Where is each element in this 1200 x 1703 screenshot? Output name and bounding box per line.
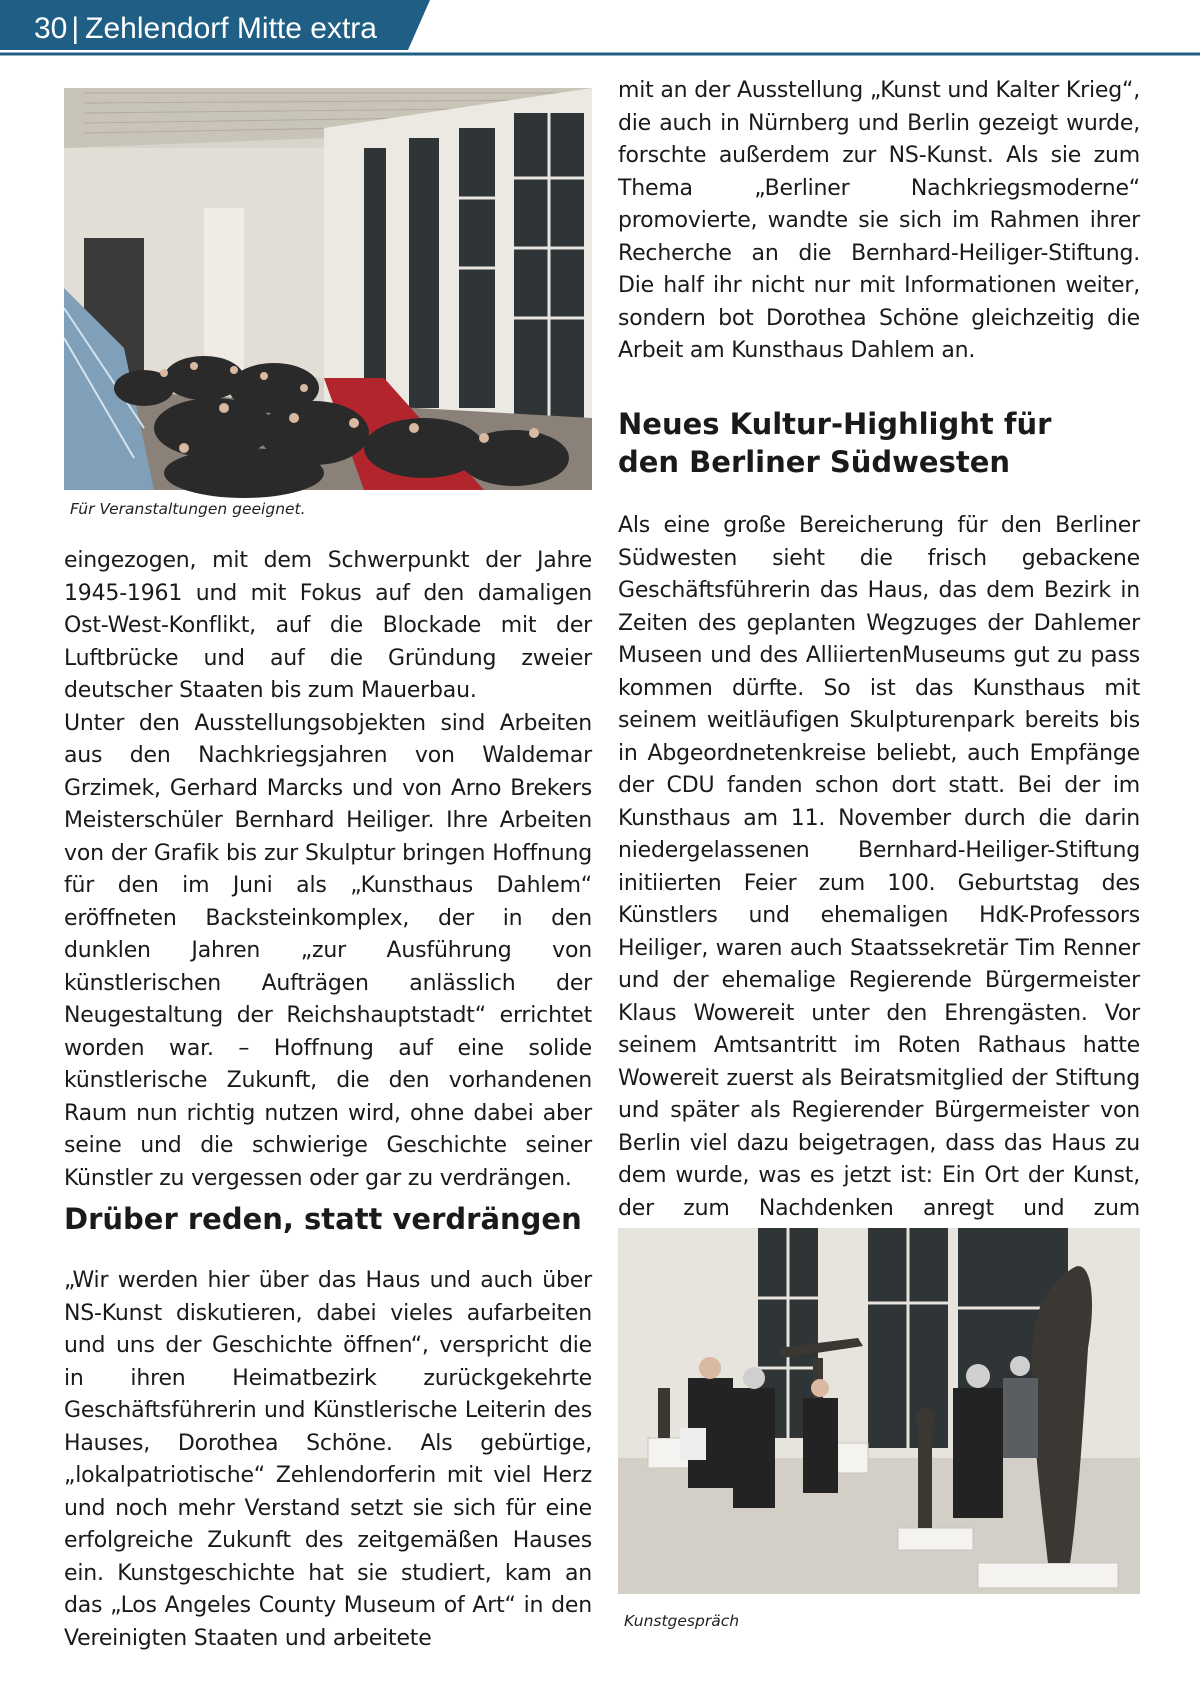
right-heading-line-1: Neues Kultur-Highlight für: [618, 407, 1052, 441]
section-title: Zehlendorf Mitte extra: [85, 12, 377, 45]
left-column-continued: [64, 1265, 592, 1655]
left-column: [64, 545, 592, 1195]
page-header: [0, 0, 1200, 60]
header-separator: |: [71, 12, 80, 45]
left-heading: Drüber reden, statt verdrängen: [64, 1202, 582, 1236]
right-paragraph-2: Als eine große Bereicherung für den Berliner Südwesten sieht die frisch gebackene Geschäftsführerin das Haus, das dem Bezirk in Zeiten des geplanten Wegzuges der Dahlemer Museen und des AlliiertenMuseums gut zu pass kommen dürfte. So ist das Kunsthaus mit seinem weitläufigen Skulpturenpark bereits bis in Abgeordnetenkreise beliebt, auch Empfänge der CDU fanden schon dort statt. Bei der im Kunsthaus am 11. November durch die darin niedergelassenen Bernhard-Heiliger-Stiftung initiierten Feier zum 100. Geburtstag des Künstlers und ehemaligen HdK-Professors Heiliger, waren auch Staatssekretär Tim Renner und der ehemalige Regierende Bürgermeister Klaus Wowereit unter den Ehrengästen. Vor seinem Amtsantritt im Roten Rathaus hatte Wowereit zuerst als Beiratsmitglied der Stiftung und später als Regierender Bürgermeister von Berlin viel dazu beigetragen, dass das Haus zu dem wurde, was es jetzt ist: Ein Ort der Kunst, der zum Nachdenken anregt und zum: [618, 513, 1140, 1221]
photo-sculpture-hall: [618, 1228, 1140, 1594]
photo-event-hall: [64, 88, 592, 490]
left-paragraph-3: „Wir werden hier über das Haus und auch über NS-Kunst diskutieren, dabei vieles aufarbeiten und uns der Geschichte öffnen“, verspricht die in ihren Heimatbezirk zurückgekehrte Geschäftsführerin und Künstlerische Leiterin des Hauses, Dorothea Schöne. Als gebürtige, „lokalpatriotische“ Zehlendorferin mit viel Herz und noch mehr Verstand setzt sie sich für eine erfolgreiche Zukunft des zeitgemäßen Hauses ein. Kunstgeschichte hat sie studiert, kam an das „Los Angeles County Museum of Art“ in den Vereinigten Staaten und arbeitete: [64, 1268, 592, 1651]
page-number: 30: [34, 12, 68, 45]
sculpture-hall-image: [618, 1228, 1140, 1594]
left-paragraph-1: eingezogen, mit dem Schwerpunkt der Jahre 1945-1961 und mit Fokus auf den damaligen Ost-West-Konflikt, auf die Blockade mit der Luftbrücke und auf die Gründung zweier deutscher Staaten bis zum Mauerbau.: [64, 548, 592, 703]
right-column: [618, 75, 1140, 368]
right-column-continued: [618, 510, 1140, 1221]
event-hall-image: [64, 88, 592, 490]
left-paragraph-2: Unter den Ausstellungsobjekten sind Arbeiten aus den Nachkriegsjahren von Waldemar Grzimek, Gerhard Marcks und von Arno Brekers Meisterschüler Bernhard Heiliger. Ihre Arbeiten von der Grafik bis zur Skulptur bringen Hoffnung für den im Juni als „Kunsthaus Dahlem“ eröffneten Backsteinkomplex, der in den dunklen Jahren „zur Ausführung von künstlerischen Aufträgen anlässlich der Neugestaltung der Reichshauptstadt“ errichtet worden war. – Hoffnung auf eine solide künstlerische Zukunft, die den vorhandenen Raum nun richtig nutzen wird, ohne dabei aber seine und die schwierige Geschichte seiner Künstler zu vergessen oder gar zu verdrängen.: [64, 710, 592, 1191]
right-heading: [618, 405, 1140, 481]
photo2-caption: Kunstgespräch: [624, 1612, 740, 1630]
right-paragraph-1: mit an der Ausstellung „Kunst und Kalter Krieg“, die auch in Nürnberg und Berlin gezeigt wurde, forschte außerdem zur NS-Kunst. Als sie zum Thema „Berliner Nachkriegsmoderne“ promovierte, wandte sie sich im Rahmen ihrer Recherche an die Bernhard-Heiliger-Stiftung. Die half ihr nicht nur mit Informationen weiter, sondern bot Dorothea Schöne gleichzeitig die Arbeit am Kunsthaus Dahlem an.: [618, 78, 1140, 363]
right-heading-line-2: den Berliner Südwesten: [618, 445, 1011, 479]
header-title: [34, 12, 377, 46]
photo1-caption: Für Veranstaltungen geeignet.: [70, 500, 306, 518]
